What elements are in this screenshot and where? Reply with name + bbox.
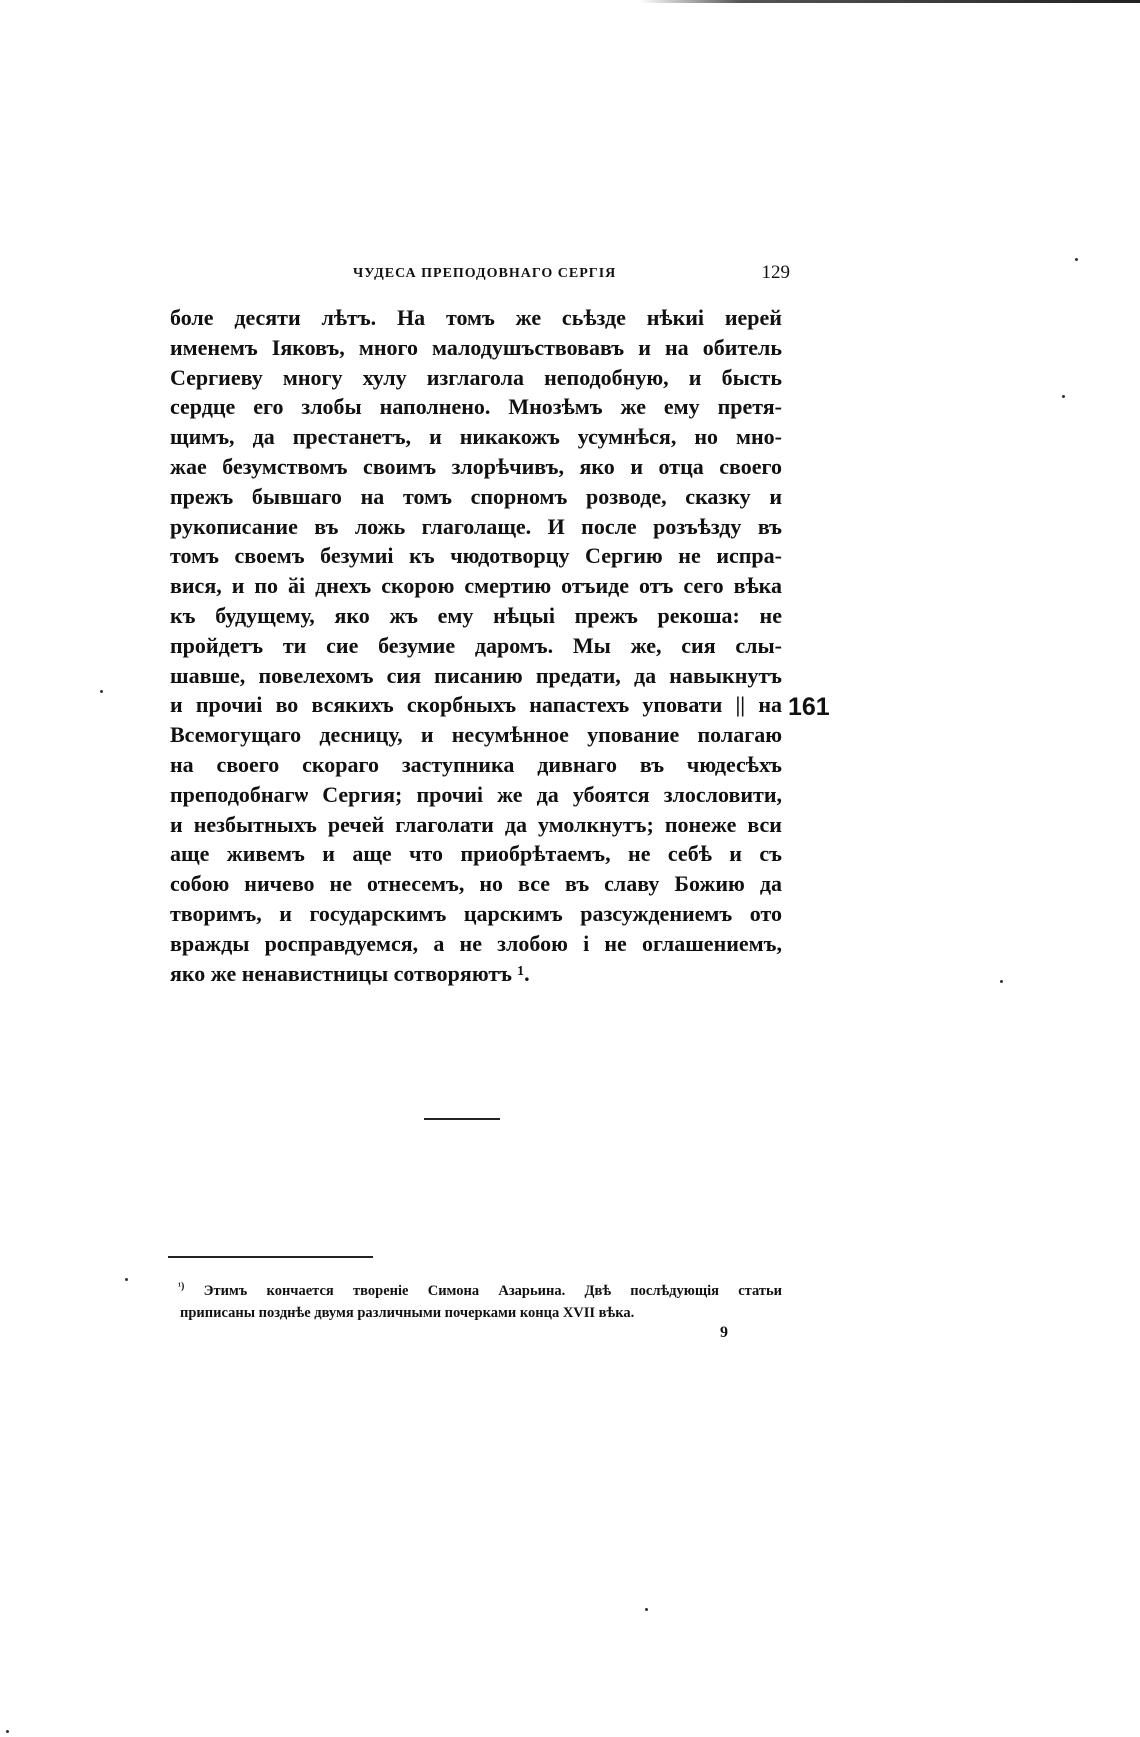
signature-mark: 9	[720, 1324, 728, 1341]
scan-speck	[100, 690, 103, 693]
text-line: шавше, повелехомъ сия писанию предати, да навыкнутъ	[170, 662, 782, 688]
scan-speck	[1062, 395, 1065, 398]
text-line: именемъ Іяковъ, много малодушъствовавъ и на обитель	[170, 334, 782, 360]
text-line: прежъ бывшаго на томъ спорномъ розводе, сказку и	[170, 483, 782, 509]
text-line: аще живемъ и аще что приобрѣтаемъ, не себѣ и съ	[170, 841, 782, 867]
text-line: и незбытныхъ речей глаголати да умолкнутъ; понеже вси	[170, 811, 782, 837]
main-text	[170, 303, 782, 988]
text-line: на своего скораго заступника дивнаго въ чюдесѣхъ	[170, 751, 782, 777]
text-line: и прочиі во всякихъ скорбныхъ напастехъ уповати || на	[170, 692, 782, 718]
running-header	[168, 262, 790, 286]
footnote-line	[178, 1280, 782, 1302]
text-line: боле десяти лѣтъ. На томъ же сьѣзде нѣкиі иерей	[170, 305, 782, 330]
header-title: ЧУДЕСА ПРЕПОДОВНАГО СЕРГІЯ	[353, 266, 617, 281]
scan-speck	[1000, 980, 1003, 983]
scan-speck	[125, 1278, 128, 1281]
text-line: собою ничево не отнесемъ, но все въ славу Божию да	[170, 871, 782, 897]
margin-folio-number: 161	[788, 693, 830, 721]
footnote-marker: ¹)	[178, 1281, 185, 1293]
text-line: вражды росправдуемся, а не злобою і не оглашениемъ,	[170, 930, 782, 956]
text-line: Сергиеву многу хулу изглагола неподобную, и бысть	[170, 364, 782, 390]
text-line: Всемогущаго десницу, и несумѣнное упование полагаю	[170, 722, 782, 748]
section-separator	[424, 1118, 500, 1120]
header-page-number: 129	[761, 262, 790, 283]
footnote	[178, 1280, 782, 1324]
footnote-line: приписаны позднѣе двумя различными почерками конца XVII вѣка.	[180, 1305, 635, 1321]
text-line: пройдетъ ти сие безумие даромъ. Мы же, сия слы-	[170, 632, 782, 658]
text-line: преподобнагѡ Сергия; прочиі же да убоятся злословити,	[170, 781, 782, 807]
text-line: вися, и по ӑі днехъ скорою смертию отъиде отъ сего вѣка	[170, 573, 782, 599]
text-line: творимъ, и государскимъ царскимъ разсуждениемъ ото	[170, 900, 782, 926]
text-line: рукописание въ ложь глаголаще. И после розъѣзду въ	[170, 513, 782, 539]
text-line: щимъ, да престанетъ, и никакожъ усумнѣся, но мно-	[170, 424, 782, 450]
text-line: жае безумствомъ своимъ злорѣчивъ, яко и отца своего	[170, 453, 782, 479]
footnote-rule	[168, 1256, 373, 1258]
scan-speck	[6, 1730, 9, 1733]
scan-edge-line	[640, 0, 1140, 3]
text-line: сердце его злобы наполнено. Мнозѣмъ же ему претя-	[170, 394, 782, 420]
text-line: томъ своемъ безумиі къ чюдотворцу Сергию не испра-	[170, 543, 782, 569]
text-line: яко же ненавистницы сотворяютъ ¹.	[170, 960, 530, 986]
text-line: къ будущему, яко жъ ему нѣцыі прежъ рекоша: не	[170, 602, 782, 628]
footnote-text-1: Этимъ кончается твореніе Симона Азарьина. Двѣ послѣдующія статьи	[203, 1283, 782, 1299]
scan-speck	[645, 1608, 648, 1611]
scan-speck	[1075, 258, 1078, 261]
